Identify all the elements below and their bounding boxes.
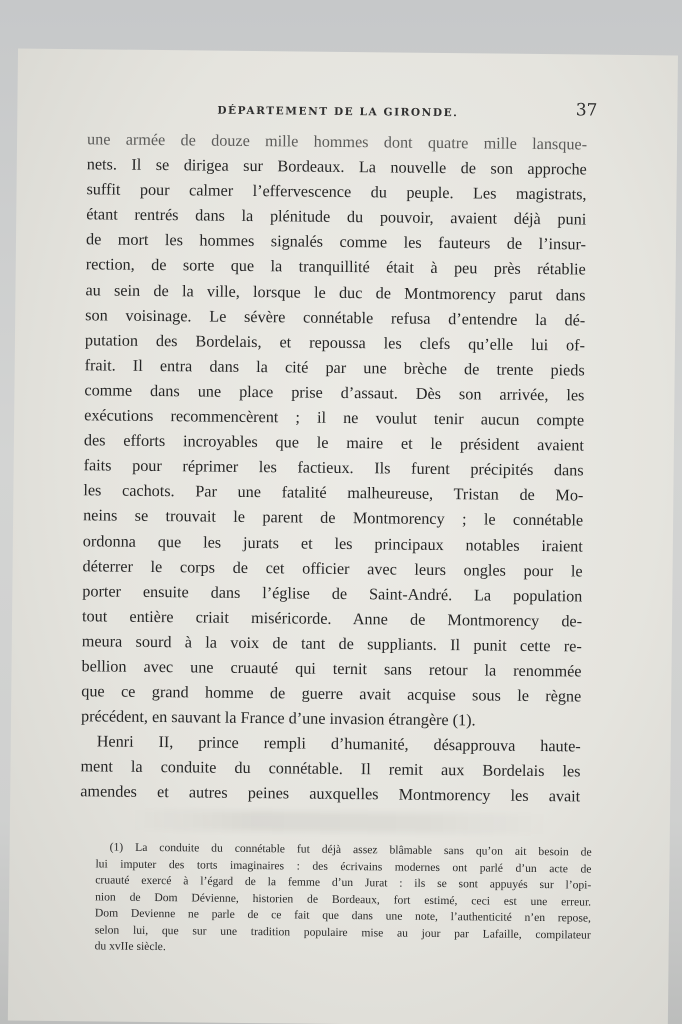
body-line: une armée de douze mille hommes dont quatre mille lansque- — [86, 130, 588, 154]
body-line: putation des Bordelais, et repoussa les clefs qu’elle lui of- — [84, 331, 586, 355]
body-line: son voisinage. Le sévère connétable refusa d’entendre la dé- — [85, 305, 586, 330]
page-number: 37 — [575, 100, 598, 121]
body-line: déterrer le corps de cet officier avec leurs ongles pour le — [82, 556, 583, 581]
page-header — [217, 99, 597, 123]
running-head: DÉPARTEMENT DE LA GIRONDE. — [217, 104, 459, 120]
body-line: au sein de la ville, lorsque le duc de Montmorency parut dans — [85, 280, 586, 305]
body-line: de mort les hommes signalés comme les fauteurs de l’insur- — [85, 230, 587, 254]
body-line: meura sourd à la voix de tant de suppliants. Il punit cette re- — [81, 632, 582, 656]
body-line: nets. Il se dirigea sur Bordeaux. La nouvelle de son approche — [86, 155, 587, 179]
body-line: frait. Il entra dans la cité par une brèche de trente pieds — [84, 356, 585, 380]
body-line: suffit pour calmer l’effervescence du peuple. Les magistrats, — [86, 180, 587, 204]
body-line: précédent, en sauvant la France d’une invasion étrangère (1). — [80, 707, 476, 730]
footnote-line: nion de Dom Dévienne, historien de Bordeaux, fort estimé, ceci est une erreur. — [95, 889, 592, 909]
footnote-line: selon lui, que sur une tradition populaire mise au jour par Lafaille, compilateur — [94, 922, 591, 942]
body-line: les cachots. Par une fatalité malheureuse, Tristan de Mo- — [83, 481, 584, 505]
footnote-line: lui imputer des torts imaginaires : des écrivains modernes ont parlé d’un acte de — [95, 856, 592, 876]
footnote-line: (1) La conduite du connétable fut déjà assez blâmable sans qu’on ait besoin de — [109, 840, 592, 859]
body-line: amendes et autres peines auxquelles Montmorency les avait — [80, 782, 581, 806]
footnote-line: du xvIIe siècle. — [94, 939, 166, 954]
body-line: faits pour réprimer les factieux. Ils furent précipités dans — [83, 456, 584, 480]
body-text — [80, 127, 587, 810]
body-line: rection, de sorte que la tranquillité était à peu près rétablie — [85, 255, 586, 279]
body-line: tout entière criait miséricorde. Anne de Montmorency de- — [81, 607, 583, 631]
body-line: des efforts incroyables que le maire et le président avaient — [83, 431, 584, 455]
body-line: exécutions recommencèrent ; il ne voulut tenir aucun compte — [84, 406, 585, 430]
body-line: ordonna que les jurats et les principaux notables iraient — [82, 531, 583, 555]
body-line: que ce grand homme de guerre avait acquise sous le règne — [81, 682, 582, 706]
body-line: neins se trouvait le parent de Montmorency ; le connétable — [83, 506, 584, 530]
show-through-text — [130, 810, 550, 834]
footnote-line: cruauté exercé à l’égard de la femme d’un Jurat : ils se sont appuyés sur l’opi- — [95, 873, 592, 892]
body-line: bellion avec une cruauté qui ternit sans retour la renommée — [81, 657, 582, 681]
footnote — [95, 839, 592, 960]
printed-page — [8, 49, 678, 1024]
body-line: porter ensuite dans l’église de Saint-André. La population — [82, 581, 583, 606]
footnote-line: Dom Devienne ne parle de ce fait que dans une note, l’authenticité n’en repose, — [94, 906, 592, 925]
body-line: Henri II, prince rempli d’humanité, désapprouva haute- — [96, 732, 581, 756]
body-line: ment la conduite du connétable. Il remit aux Bordelais les — [80, 757, 581, 781]
body-line: étant rentrés dans la plénitude du pouvoir, avaient déjà puni — [86, 205, 587, 229]
body-line: comme dans une place prise d’assaut. Dès son arrivée, les — [84, 381, 585, 405]
